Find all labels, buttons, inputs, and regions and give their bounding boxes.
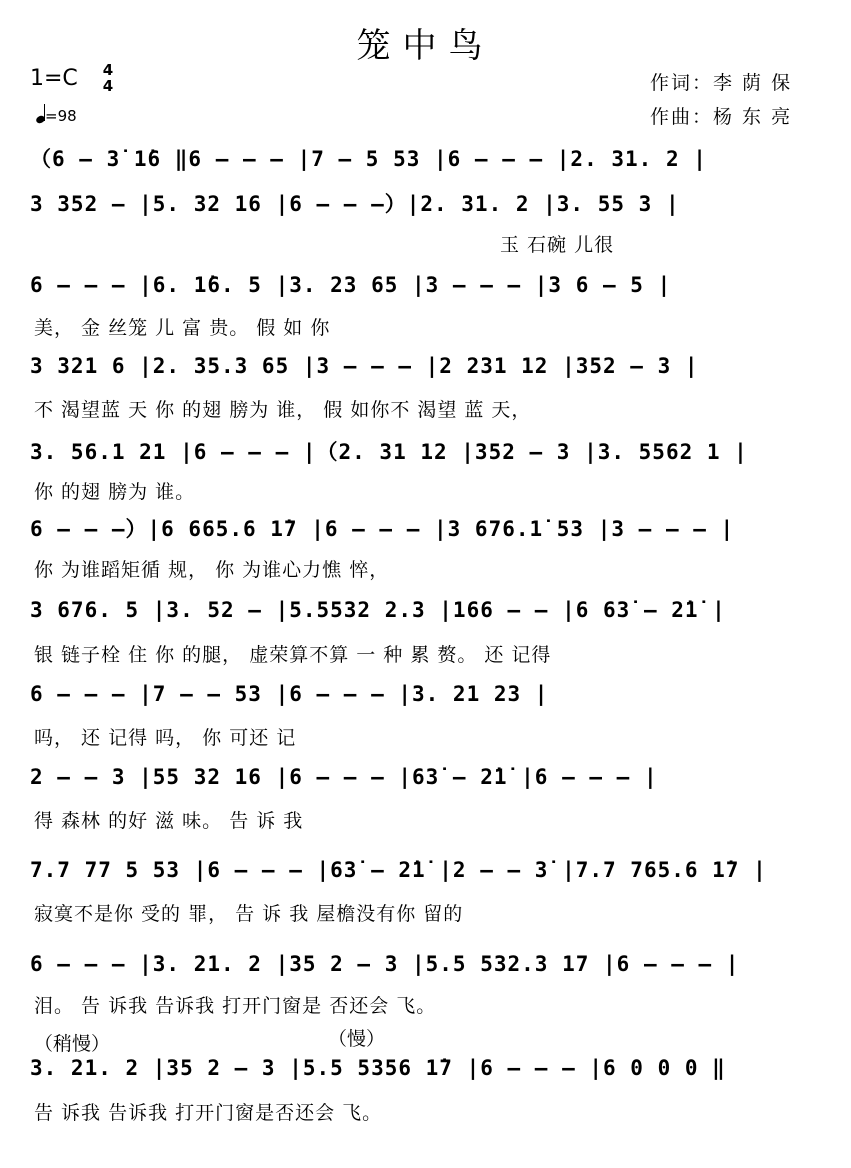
lyricist-credit: 作词：李 荫 保 [650,72,793,94]
lyrics-line-12: 告 诉我 告诉我 打开门窗是否还会 飞。 [34,1102,383,1124]
tempo-mark [36,104,77,125]
lyrics-line-7: 银 链子栓 住 你 的腿， 虚荣算不算 一 种 累 赘。 还 记得 [34,644,552,666]
notation-line-10: 7.7 77 5 53 |6 – – – |63̇ – 2̇1̇ |2 – – 3̇ |7.7 765.6 1̇7 | [30,858,767,882]
lyrics-line-9: 得 森林 的好 滋 味。 告 诉 我 [34,810,304,832]
notation-line-4: 3 321 6 |2. 35.3 65 |3 – – – |2 231 12 |352 – 3 | [30,354,699,378]
tempo-value: =98 [45,107,77,125]
lyrics-line-6: 你 为谁蹈矩循 规， 你 为谁心力憔 悴， [34,559,390,581]
lyrics-line-11: 泪。 告 诉我 告诉我 打开门窗是 否还会 飞。 [34,995,437,1017]
notation-line-3: 6 – – – |6. 1̇6. 5 |3. 23 65 |3 – – – |3 6 – 5 | [30,273,672,297]
notation-line-1: （6 – 3̇ 1̇6 ‖6 – – – |7 – 5 53 |6 – – – |2. 31. 2 | [30,147,707,171]
lyrics-line-5: 你 的翅 膀为 谁。 [34,481,196,503]
tempo-remark-slow: （慢） [328,1028,386,1050]
notation-line-11: 6 – – – |3. 21. 2 |35 2 – 3 |5.5 532.3 17 |6 – – – | [30,952,740,976]
lyrics-line-3: 美， 金 丝笼 儿 富 贵。 假 如 你 [34,317,331,339]
lyrics-line-4: 不 渴望蓝 天 你 的翅 膀为 谁， 假 如你不 渴望 蓝 天， [34,399,532,421]
lyrics-line-8: 吗， 还 记得 吗， 你 可还 记 [34,727,297,749]
notation-line-12: 3. 21. 2 |35 2 – 3 |5.5 5356 1̇7 |6 – – – |6 0 0 0 ‖ [30,1056,726,1080]
song-title: 笼中鸟 [356,26,495,66]
lyrics-line-10: 寂寞不是你 受的 罪， 告 诉 我 屋檐没有你 留的 [34,903,464,925]
composer-credit: 作曲：杨 东 亮 [650,106,793,128]
tempo-remark-slightly-slow: （稍慢） [34,1033,111,1055]
key-signature: 1=C [30,66,78,91]
notation-line-8: 6 – – – |7 – – 53 |6 – – – |3. 21 23 | [30,682,549,706]
notation-line-2: 3 352 – |5. 32 16 |6 – – –）|2. 31. 2 |3. 55 3 | [30,192,680,216]
lyrics-line-2: 玉 石碗 儿很 [500,234,615,256]
time-signature-top: 4 [102,61,114,79]
time-signature-bottom: 4 [102,77,114,95]
time-signature [100,62,116,94]
notation-line-6: 6 – – –）|6 665.6 1̇7 |6 – – – |3 676.1̇ 53 |3 – – – | [30,517,735,541]
notation-line-5: 3. 56.1 21 |6 – – – |（2. 31 12 |352 – 3 |3. 5562 1 | [30,440,748,464]
notation-line-9: 2 – – 3 |55 32 16 |6 – – – |63̇ – 2̇1̇ |6 – – – | [30,765,658,789]
notation-line-7: 3 676. 5 |3. 52 – |5.5532 2.3 |166 – – |6 63̇ – 2̇1̇ | [30,598,726,622]
